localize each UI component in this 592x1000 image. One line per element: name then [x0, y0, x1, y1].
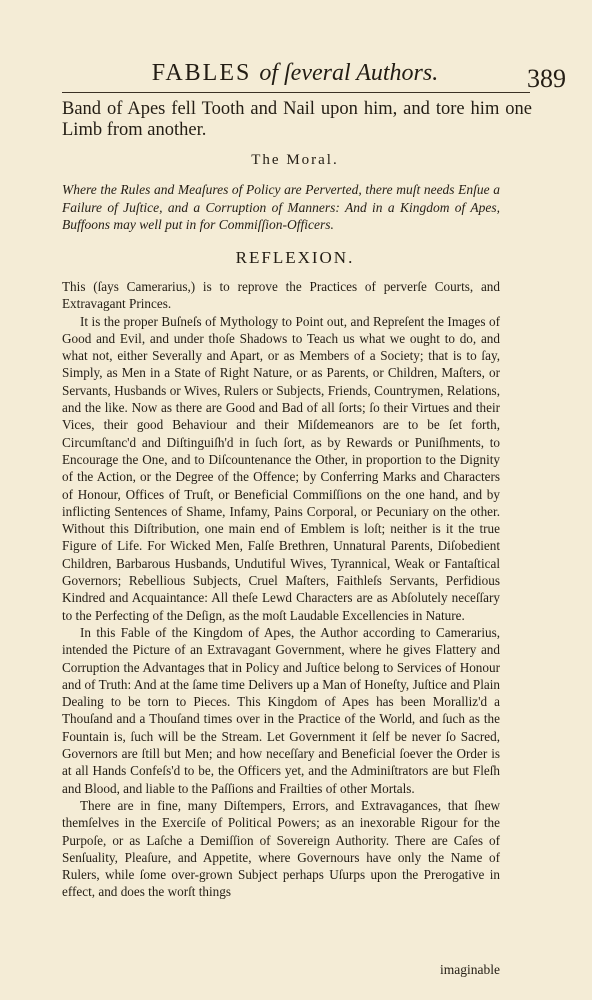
moral-text: Where the Rules and Meaſures of Policy are Perverted, there muſt needs Enſue a Failure of Juſtice, and a Corruption of Manners: And in a Kingdom of Apes, Buffoons may well put in for Commiſſion-Officers. — [62, 182, 500, 232]
page-number: 389 — [527, 64, 566, 93]
lead-text: Band of Apes fell Tooth and Nail upon him, and tore him one Limb from another. — [62, 99, 532, 140]
reflexion-paragraph: There are in fine, many Diſtempers, Errors, and Extravagances, that ſhew themſelves in the Exerciſe of Political Powers; as an inexorable Rigour for the Purpoſe, or as Laſche a Demiſſion of Sovereign Authority. There are Caſes of Senſuality, Pleaſure, and Appetite, where Governours have only the Name of Rulers, while ſome over-grown Subject perhaps Uſurps upon the Prerogative in effect, and does the worſt things — [62, 797, 500, 900]
catchword: imaginable — [440, 962, 500, 977]
reflexion-paragraph: In this Fable of the Kingdom of Apes, the Author according to Camerarius, intended the Picture of an Extravagant Government, where he gives Flattery and Corruption the Advantages that in Policy and Juſtice belong to Services of Honour and of Truth: And at the ſame time Delivers up a Man of Honeſty, Juſtice and Plain Dealing to be torn to Pieces. This Kingdom of Apes has been Moralliz'd a Thouſand and a Thouſand times over in the Practice of the World, and ſuch as the Fountain is, ſuch will be the Stream. Let Government it ſelf be never ſo Sacred, Governors are ſtill but Men; and how neceſſary and Beneficial ſoever the Order is at all Hands Confeſs'd to be, the Officers yet, and the Adminiſtrators are but Fleſh and Blood, and liable to the Paſſions and Frailties of other Mortals. — [62, 624, 500, 796]
moral-title: The Moral. — [251, 152, 339, 168]
reflexion-body — [62, 278, 500, 901]
header-title-sub: of ſeveral Authors. — [259, 60, 439, 86]
header-title-main: FABLES — [151, 60, 252, 86]
running-header — [60, 60, 530, 87]
reflexion-paragraph: It is the proper Buſneſs of Mythology to Point out, and Repreſent the Images of Good and Evil, and under thoſe Shadows to Teach us what we ought to do, and what not, either Severally and Apart, or as Members of a Society; that is to ſay, Simply, as Men in a State of Right Nature, or as Parents, or Children, Maſters, or Servants, Husbands or Wives, Rulers or Subjects, Friends, Countrymen, Relations, and the like. Now as there are Good and Bad of all ſorts; ſo their Virtues and their Vices, their good Behaviour and their Miſdemeanors are to be ſet forth, Circumſtanc'd and Diſtinguiſh'd in ſuch ſort, as by Rewards or Puniſhments, to Encourage the One, and to Diſcountenance the Other, in proportion to the Dignity of the Action, or the Degree of the Offence; by Conferring Marks and Characters of Honour, Offices of Truſt, or Beneficial Commiſſions on the one hand, and by inflicting Sentences of Shame, Infamy, Pains Corporal, or Pecuniary on the other. Without this Diſtribution, one main end of Emblem is loſt; neither is it the true Figure of Life. For Wicked Men, Falſe Brethren, Unnatural Parents, Diſobedient Children, Barbarous Husbands, Undutiful Wives, Tyrannical, Weak or Fantaſtical Governors; Rebellious Subjects, Cruel Maſters, Faithleſs Servants, Perfidious Kindred and Acquaintance: All theſe Lewd Characters are as Abſolutely neceſſary to the Perfecting of the Deſign, as the moſt Laudable Excellencies in Nature. — [62, 313, 500, 623]
reflexion-title: REFLEXION. — [235, 248, 355, 267]
header-rule — [62, 92, 530, 93]
reflexion-paragraph: This (ſays Camerarius,) is to reprove the Practices of perverſe Courts, and Extravagant Princes. — [62, 279, 500, 312]
